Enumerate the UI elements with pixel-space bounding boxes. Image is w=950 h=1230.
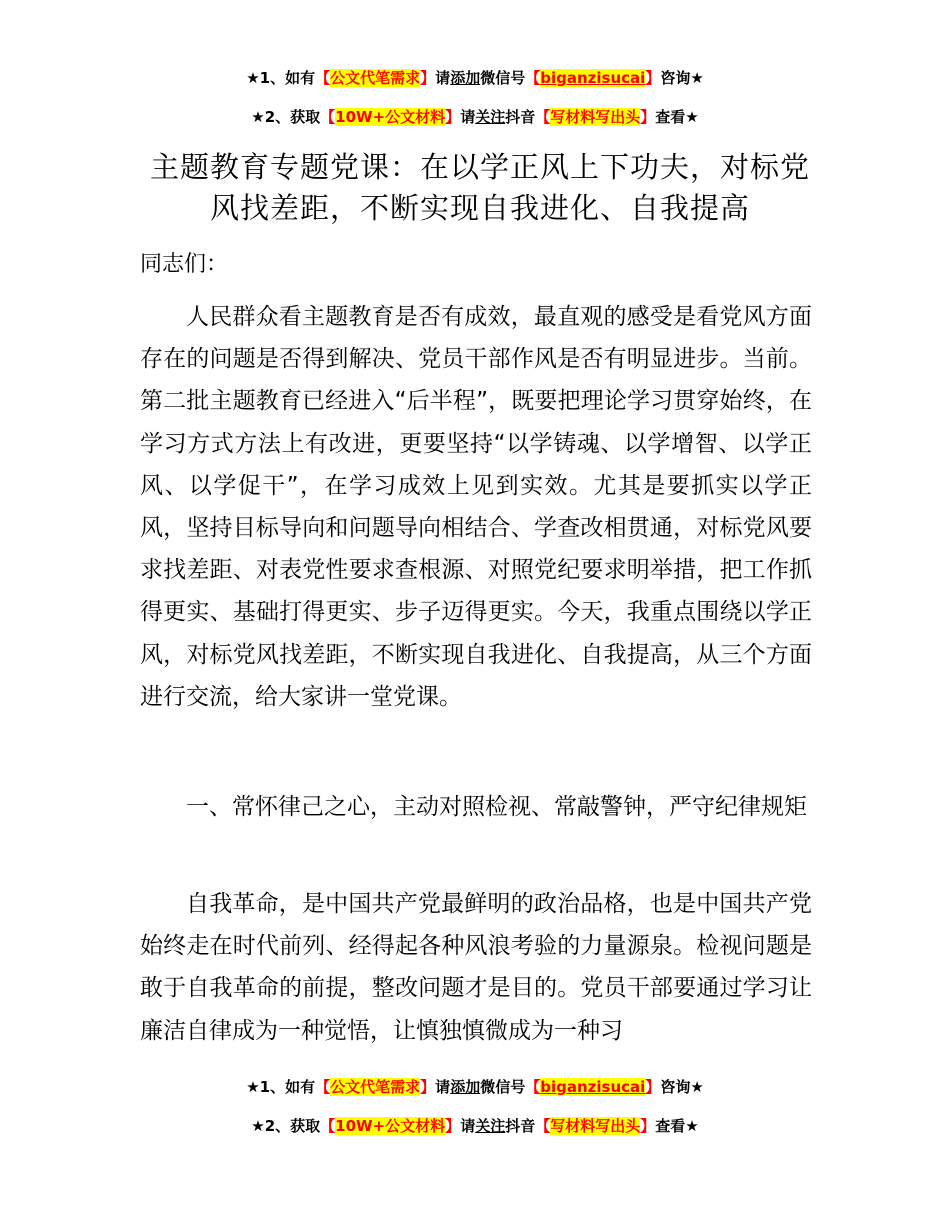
bracket-open: 【 xyxy=(525,1078,541,1096)
banner-prefix: ★2、获取 xyxy=(251,108,321,126)
highlight-materials: 10W+公文材料 xyxy=(335,1117,446,1135)
banner-suffix: 咨询★ xyxy=(660,69,704,87)
bracket-close: 】 xyxy=(640,1117,656,1135)
document-title: 主题教育专题党课：在以学正风上下功夫，对标党风找差距，不断实现自我进化、自我提高 xyxy=(149,150,810,225)
banner-suffix: 咨询★ xyxy=(660,1078,704,1096)
footer-banner-line-2 xyxy=(0,1114,950,1138)
bracket-close: 】 xyxy=(640,108,656,126)
banner-text: 请 xyxy=(460,108,476,126)
banner-text: 请 xyxy=(435,69,451,87)
banner-prefix: ★1、如有 xyxy=(246,1078,316,1096)
banner-text: 请 xyxy=(435,1078,451,1096)
banner-text: 微信号 xyxy=(480,69,526,87)
underlined-add: 添加 xyxy=(450,69,481,87)
header-banner-line-2 xyxy=(0,105,950,129)
bracket-close: 】 xyxy=(645,69,661,87)
highlight-ghostwriting: 公文代笔需求 xyxy=(330,1078,421,1096)
highlight-wechat-id: biganzisucai xyxy=(540,69,646,87)
bracket-close: 】 xyxy=(420,1078,436,1096)
bracket-open: 【 xyxy=(320,1117,336,1135)
greeting: 同志们： xyxy=(140,252,229,277)
banner-text: 请 xyxy=(460,1117,476,1135)
banner-text: 抖音 xyxy=(505,108,536,126)
banner-text: 抖音 xyxy=(505,1117,536,1135)
highlight-wechat-id: biganzisucai xyxy=(540,1078,646,1096)
bracket-open: 【 xyxy=(525,69,541,87)
bracket-close: 】 xyxy=(445,1117,461,1135)
underlined-follow: 关注 xyxy=(475,108,506,126)
bracket-open: 【 xyxy=(315,69,331,87)
highlight-materials: 10W+公文材料 xyxy=(335,108,446,126)
footer-banner-line-1 xyxy=(0,1075,950,1099)
paragraph-self-revolution: 自我革命，是中国共产党最鲜明的政治品格，也是中国共产党始终走在时代前列、经得起各种风浪考验的力量源泉。检视问题是敢于自我革命的前提，整改问题才是目的。党员干部要通过学习让廉洁自律成为一种觉悟，让慎独慎微成为一种习 xyxy=(140,891,812,1044)
bracket-close: 】 xyxy=(420,69,436,87)
banner-suffix: 查看★ xyxy=(655,108,699,126)
highlight-douyin-account: 写材料写出头 xyxy=(550,108,641,126)
banner-suffix: 查看★ xyxy=(655,1117,699,1135)
header-banner-line-1 xyxy=(0,66,950,90)
bracket-open: 【 xyxy=(315,1078,331,1096)
banner-text: 微信号 xyxy=(480,1078,526,1096)
underlined-follow: 关注 xyxy=(475,1117,506,1135)
banner-prefix: ★2、获取 xyxy=(251,1117,321,1135)
underlined-add: 添加 xyxy=(450,1078,481,1096)
highlight-ghostwriting: 公文代笔需求 xyxy=(330,69,421,87)
paragraph-intro: 人民群众看主题教育是否有成效，最直观的感受是看党风方面存在的问题是否得到解决、党员干部作风是否有明显进步。当前。第二批主题教育已经进入“后半程”，既要把理论学习贯穿始终，在学习方式方法上有改进，更要坚持“以学铸魂、以学增智、以学正风、以学促干”，在学习成效上见到实效。尤其是要抓实以学正风，坚持目标导向和问题导向相结合、学查改相贯通，对标党风要求找差距、对表党性要求查根源、对照党纪要求明举措，把工作抓得更实、基础打得更实、步子迈得更实。今天，我重点围绕以学正风，对标党风找差距，不断实现自我进化、自我提高，从三个方面进行交流，给大家讲一堂党课。 xyxy=(140,304,812,710)
bracket-open: 【 xyxy=(535,1117,551,1135)
section-heading-1: 一、常怀律己之心，主动对照检视、常敲警钟，严守纪律规矩 xyxy=(186,794,807,820)
bracket-close: 】 xyxy=(445,108,461,126)
banner-prefix: ★1、如有 xyxy=(246,69,316,87)
highlight-douyin-account: 写材料写出头 xyxy=(550,1117,641,1135)
bracket-close: 】 xyxy=(645,1078,661,1096)
bracket-open: 【 xyxy=(320,108,336,126)
bracket-open: 【 xyxy=(535,108,551,126)
